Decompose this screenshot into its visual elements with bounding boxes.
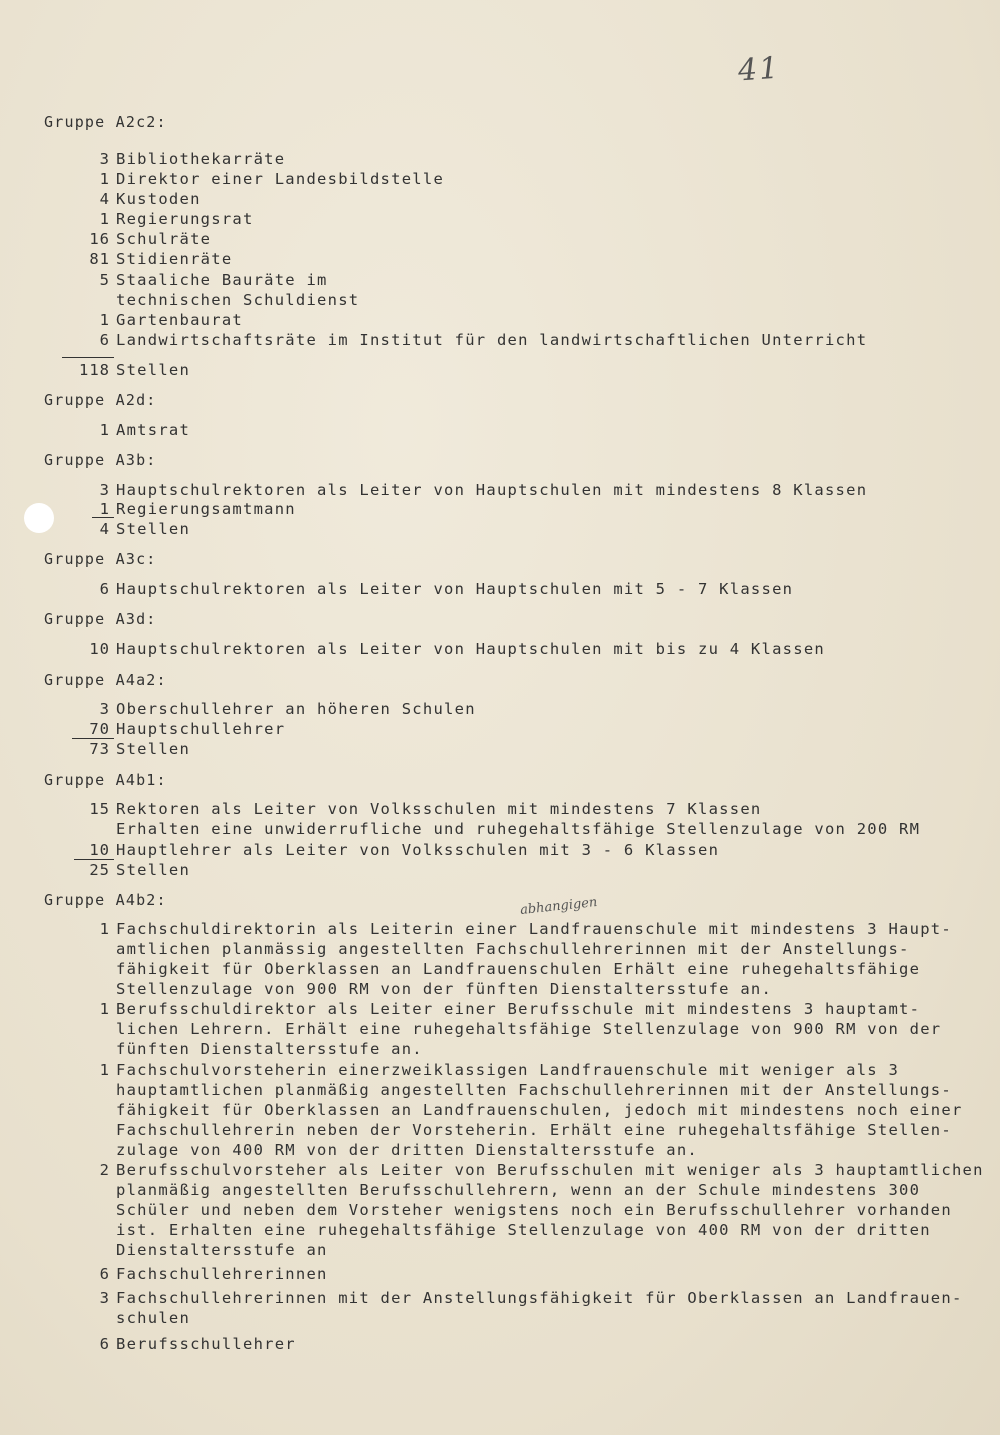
item-text: Stellenzulage von 900 RM von der fünften Dienstaltersstufe an. xyxy=(116,980,773,998)
item-text: schulen xyxy=(116,1309,191,1327)
item-count: 1 xyxy=(99,1000,110,1018)
item-text: Direktor einer Landesbildstelle xyxy=(116,170,445,188)
total-underline xyxy=(72,738,114,739)
item-count: 10 xyxy=(89,841,110,859)
total-underline xyxy=(74,859,114,860)
item-text: hauptamtlichen planmäßig angestellten Fachschullehrerinnen mit der Anstellungs- xyxy=(116,1081,952,1099)
item-text: Landwirtschaftsräte im Institut für den landwirtschaftlichen Unterricht xyxy=(116,331,868,349)
item-count: 16 xyxy=(89,230,110,248)
item-count: 1 xyxy=(99,500,110,518)
item-text: lichen Lehrern. Erhält eine ruhegehaltsfähige Stellenzulage von 900 RM von der xyxy=(116,1020,942,1038)
item-count: 6 xyxy=(99,1335,110,1353)
item-text: Berufsschuldirektor als Leiter einer Berufsschule mit mindestens 3 hauptamt- xyxy=(116,1000,921,1018)
item-text: amtlichen planmässig angestellten Fachschullehrerinnen mit der Anstellungs- xyxy=(116,940,910,958)
item-text: fünften Dienstaltersstufe an. xyxy=(116,1040,423,1058)
item-count: 3 xyxy=(99,1289,110,1307)
item-text: Kustoden xyxy=(116,190,201,208)
item-text: Staaliche Bauräte im xyxy=(116,271,328,289)
item-text: fähigkeit für Oberklassen an Landfrauenschulen Erhält eine ruhegehaltsfähige xyxy=(116,960,921,978)
item-text: planmäßig angestellten Berufsschullehrern, wenn an der Schule mindestens 300 xyxy=(116,1181,921,1199)
item-text: Rektoren als Leiter von Volksschulen mit mindestens 7 Klassen xyxy=(116,800,762,818)
item-text: Hauptschullehrer xyxy=(116,720,286,738)
total-underline xyxy=(62,357,114,358)
item-count: 1 xyxy=(99,170,110,188)
item-text: Stidienräte xyxy=(116,250,233,268)
item-text: Hauptschulrektoren als Leiter von Hauptschulen mit bis zu 4 Klassen xyxy=(116,640,825,658)
item-text: Schulräte xyxy=(116,230,212,248)
item-count: 1 xyxy=(99,920,110,938)
item-text: Amtsrat xyxy=(116,421,191,439)
item-text: Stellen xyxy=(116,520,191,538)
item-text: Gartenbaurat xyxy=(116,311,243,329)
item-count: 1 xyxy=(99,311,110,329)
item-text: Hauptlehrer als Leiter von Volksschulen mit 3 - 6 Klassen xyxy=(116,841,720,859)
group-heading: Gruppe A4b1: xyxy=(44,771,167,789)
item-text: Berufsschullehrer xyxy=(116,1335,296,1353)
item-text: Regierungsamtmann xyxy=(116,500,296,518)
group-heading: Gruppe A4b2: xyxy=(44,891,167,909)
item-count: 1 xyxy=(99,421,110,439)
page-number: 41 xyxy=(736,50,782,89)
item-text: Dienstaltersstufe an xyxy=(116,1241,328,1259)
group-heading: Gruppe A3c: xyxy=(44,550,157,568)
item-count: 3 xyxy=(99,481,110,499)
item-text: Fachschulvorsteherin einerzweiklassigen Landfrauenschule mit weniger als 3 xyxy=(116,1061,900,1079)
item-count: 1 xyxy=(99,210,110,228)
item-text: Berufsschulvorsteher als Leiter von Berufsschulen mit weniger als 3 hauptamtlichen xyxy=(116,1161,984,1179)
item-count: 15 xyxy=(89,800,110,818)
item-text: ist. Erhalten eine ruhegehaltsfähige Stellenzulage von 400 RM von der dritten xyxy=(116,1221,931,1239)
item-text: Stellen xyxy=(116,861,191,879)
item-text: Bibliothekarräte xyxy=(116,150,286,168)
item-count: 2 xyxy=(99,1161,110,1179)
item-count: 118 xyxy=(79,361,110,379)
item-text: Fachschuldirektorin als Leiterin einer Landfrauenschule mit mindestens 3 Haupt- xyxy=(116,920,952,938)
item-count: 6 xyxy=(99,580,110,598)
item-count: 81 xyxy=(89,250,110,268)
item-count: 6 xyxy=(99,331,110,349)
item-text: zulage von 400 RM von der dritten Dienstaltersstufe an. xyxy=(116,1141,698,1159)
item-count: 6 xyxy=(99,1265,110,1283)
item-count: 73 xyxy=(89,740,110,758)
item-count: 4 xyxy=(99,520,110,538)
item-count: 4 xyxy=(99,190,110,208)
group-heading: Gruppe A2d: xyxy=(44,391,157,409)
item-count: 10 xyxy=(89,640,110,658)
item-text: Hauptschulrektoren als Leiter von Hauptschulen mit 5 - 7 Klassen xyxy=(116,580,794,598)
item-text: Fachschullehrerin neben der Vorsteherin. Erhält eine ruhegehaltsfähige Stellen- xyxy=(116,1121,952,1139)
item-text: Stellen xyxy=(116,740,191,758)
item-text: Fachschullehrerinnen xyxy=(116,1265,328,1283)
item-text: Schüler und neben dem Vorsteher wenigstens noch ein Berufsschullehrer vorhanden xyxy=(116,1201,952,1219)
item-text: technischen Schuldienst xyxy=(116,291,360,309)
item-count: 5 xyxy=(99,271,110,289)
group-heading: Gruppe A3d: xyxy=(44,610,157,628)
item-text: Stellen xyxy=(116,361,191,379)
item-text: Hauptschulrektoren als Leiter von Hauptschulen mit mindestens 8 Klassen xyxy=(116,481,868,499)
group-heading: Gruppe A3b: xyxy=(44,451,157,469)
group-heading: Gruppe A2c2: xyxy=(44,113,167,131)
handwritten-annotation: abhangigen xyxy=(519,894,599,919)
item-text: Fachschullehrerinnen mit der Anstellungsfähigkeit für Oberklassen an Landfrauen- xyxy=(116,1289,963,1307)
item-count: 3 xyxy=(99,700,110,718)
item-text: Erhalten eine unwiderrufliche und ruhegehaltsfähige Stellenzulage von 200 RM xyxy=(116,820,921,838)
item-count: 70 xyxy=(89,720,110,738)
group-heading: Gruppe A4a2: xyxy=(44,671,167,689)
total-underline xyxy=(92,517,114,518)
item-count: 25 xyxy=(89,861,110,879)
item-count: 1 xyxy=(99,1061,110,1079)
item-text: Regierungsrat xyxy=(116,210,254,228)
item-text: Oberschullehrer an höheren Schulen xyxy=(116,700,476,718)
item-count: 3 xyxy=(99,150,110,168)
item-text: fähigkeit für Oberklassen an Landfrauenschulen, jedoch mit mindestens noch einer xyxy=(116,1101,963,1119)
